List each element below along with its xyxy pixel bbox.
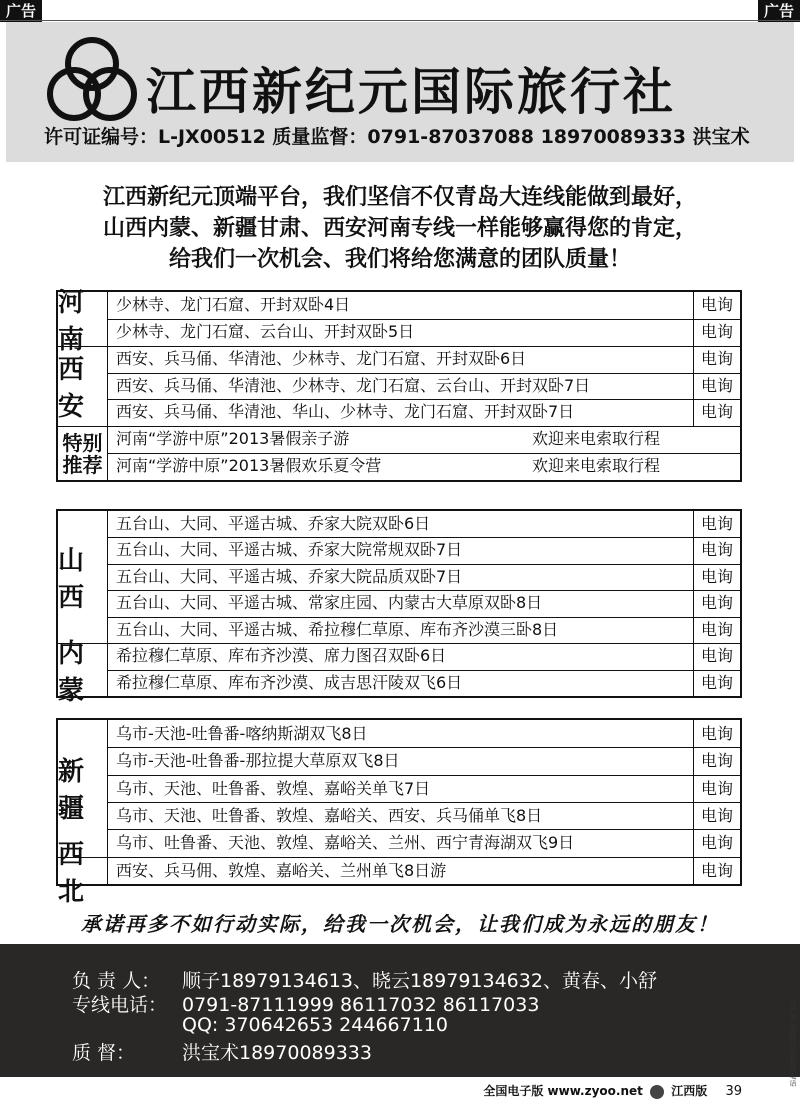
edition-name: 江西版 — [671, 1084, 708, 1098]
route-name: 希拉穆仁草原、库布齐沙漠、席力图召双卧6日 — [116, 646, 447, 666]
itinerary-note: 欢迎来电索取行程 — [532, 456, 661, 476]
inquiry-tag: 电询 — [693, 670, 740, 696]
route-row — [108, 319, 740, 347]
route-name: 西安、兵马佣、敦煌、嘉峪关、兰州单飞8日游 — [116, 860, 447, 880]
region-label-line: 推荐 — [62, 452, 103, 477]
inquiry-tag: 电询 — [693, 829, 740, 856]
inquiry-tag: 电询 — [693, 346, 740, 373]
bottom-slogan: 承诺再多不如行动实际，给我一次机会，让我们成为永远的朋友！ — [81, 912, 719, 936]
inquiry-tag: 电询 — [693, 537, 740, 563]
route-row — [108, 292, 740, 320]
contact-label: 专线电话： — [72, 994, 168, 1016]
slogan-line: 给我们一次机会、我们将给您满意的团队质量！ — [168, 246, 631, 272]
route-name: 西安、兵马俑、华清池、少林寺、龙门石窟、开封双卧6日 — [116, 348, 527, 368]
contact-row — [72, 1038, 372, 1065]
route-row — [108, 346, 740, 374]
inquiry-tag: 电询 — [693, 319, 740, 346]
inquiry-tag: 电询 — [693, 511, 740, 537]
contact-value: 洪宝术18970089333 — [182, 1042, 372, 1064]
inquiry-tag: 电询 — [693, 643, 740, 669]
route-row — [108, 720, 740, 748]
region-label: 河南 — [58, 292, 108, 346]
route-name: 西安、兵马俑、华清池、少林寺、龙门石窟、云台山、开封双卧7日 — [116, 375, 591, 395]
inquiry-tag: 电询 — [693, 617, 740, 643]
inquiry-tag: 电询 — [693, 802, 740, 829]
ad-label-left: 广告 — [0, 0, 42, 22]
route-row — [108, 617, 740, 644]
contact-value: 顺子18979134613、晓云18979134632、黄春、小舒 — [182, 970, 657, 992]
page-footer — [483, 1082, 742, 1099]
inquiry-tag: 电询 — [693, 292, 740, 319]
henan-xian-route-table — [56, 287, 742, 482]
agency-header — [6, 22, 794, 162]
route-name: 希拉穆仁草原、库布齐沙漠、成吉思汗陵双飞6日 — [116, 672, 463, 692]
route-name: 五台山、大同、平遥古城、乔家大院双卧6日 — [116, 514, 431, 533]
slogan-line: 山西内蒙、新疆甘肃、西安河南专线一样能够赢得您的肯定， — [102, 215, 697, 241]
route-row — [108, 373, 740, 401]
route-name: 五台山、大同、平遥古城、希拉穆仁草原、库布齐沙漠三卧8日 — [116, 619, 559, 639]
contact-row — [72, 990, 539, 1017]
route-name: 河南“学游中原”2013暑假欢乐夏令营 — [116, 456, 382, 476]
route-row — [108, 399, 740, 427]
inquiry-tag: 电询 — [693, 720, 740, 747]
route-name: 乌市、吐鲁番、天池、敦煌、嘉峪关、兰州、西宁青海湖双飞9日 — [116, 833, 575, 853]
route-row — [108, 564, 740, 591]
route-row — [108, 426, 740, 454]
edition-logo-icon — [650, 1085, 664, 1099]
contact-footer — [0, 944, 800, 1077]
region-label: 山西 — [58, 511, 108, 643]
license-info: 许可证编号：L-JX00512 质量监督：0791-87037088 18970089333 洪宝术 — [44, 126, 750, 148]
route-row — [108, 537, 740, 564]
contact-label: 质 督： — [72, 1042, 136, 1064]
itinerary-note: 欢迎来电索取行程 — [532, 429, 661, 449]
slogan-line: 江西新纪元顶端平台，我们坚信不仅青岛大连线能做到最好， — [102, 184, 697, 210]
site-url: 全国电子版 www.zyoo.net — [483, 1084, 643, 1098]
inquiry-tag: 电询 — [693, 590, 740, 616]
inquiry-tag: 电询 — [693, 857, 740, 884]
route-row — [108, 775, 740, 803]
route-name: 少林寺、龙门石窟、开封双卧4日 — [116, 295, 351, 314]
route-name: 乌市、天池、吐鲁番、敦煌、嘉峪关单飞7日 — [116, 778, 431, 798]
inquiry-tag: 电询 — [693, 747, 740, 774]
route-row — [108, 857, 740, 884]
ad-label-right: 广告 — [758, 0, 800, 22]
route-name: 乌市-天池-吐鲁番-喀纳斯湖双飞8日 — [116, 724, 368, 743]
route-name: 五台山、大同、平遥古城、常家庄园、内蒙古大草原双卧8日 — [116, 593, 543, 613]
route-name: 乌市-天池-吐鲁番-那拉提大草原双飞8日 — [116, 751, 400, 771]
side-note: 订广告 请拨打全国热线电话 — [789, 1000, 797, 1087]
inquiry-tag: 电询 — [693, 775, 740, 802]
slogan-block — [0, 182, 800, 275]
inquiry-tag: 电询 — [693, 564, 740, 590]
xinjiang-northwest-route-table — [56, 718, 742, 907]
region-label: 西安 — [58, 346, 108, 427]
route-row — [108, 643, 740, 670]
route-row — [108, 829, 740, 857]
page-number: 39 — [725, 1084, 742, 1099]
region-label: 西北 — [58, 857, 108, 884]
region-label: 新疆 — [58, 720, 108, 857]
shanxi-neimeng-route-table — [56, 509, 742, 707]
inquiry-tag: 电询 — [693, 373, 740, 400]
route-row — [108, 747, 740, 775]
contact-value: 0791-87111999 86117032 86117033 — [182, 994, 540, 1016]
route-name: 西安、兵马俑、华清池、华山、少林寺、龙门石窟、开封双卧7日 — [116, 402, 575, 422]
top-divider — [0, 20, 800, 21]
contact-label: 负 责 人： — [72, 970, 161, 992]
region-label-line: 特别 — [62, 430, 103, 455]
route-name: 乌市、天池、吐鲁番、敦煌、嘉峪关、西安、兵马俑单飞8日 — [116, 806, 543, 825]
region-label: 内蒙 — [58, 643, 108, 696]
agency-name: 江西新纪元国际旅行社 — [146, 63, 676, 121]
three-rings-logo-icon — [44, 34, 140, 130]
contact-value: QQ: 370642653 244667110 — [182, 1014, 448, 1036]
route-row — [108, 453, 740, 480]
route-row — [108, 802, 740, 830]
contact-row — [72, 1014, 448, 1036]
route-row — [108, 511, 740, 538]
route-row — [108, 670, 740, 696]
route-name: 五台山、大同、平遥古城、乔家大院常规双卧7日 — [116, 540, 463, 560]
inquiry-tag: 电询 — [693, 399, 740, 426]
region-label — [58, 426, 108, 480]
route-name: 少林寺、龙门石窟、云台山、开封双卧5日 — [116, 321, 415, 341]
route-row — [108, 590, 740, 617]
route-name: 河南“学游中原”2013暑假亲子游 — [116, 429, 350, 449]
contact-row — [72, 966, 657, 993]
route-name: 五台山、大同、平遥古城、乔家大院品质双卧7日 — [116, 566, 463, 586]
